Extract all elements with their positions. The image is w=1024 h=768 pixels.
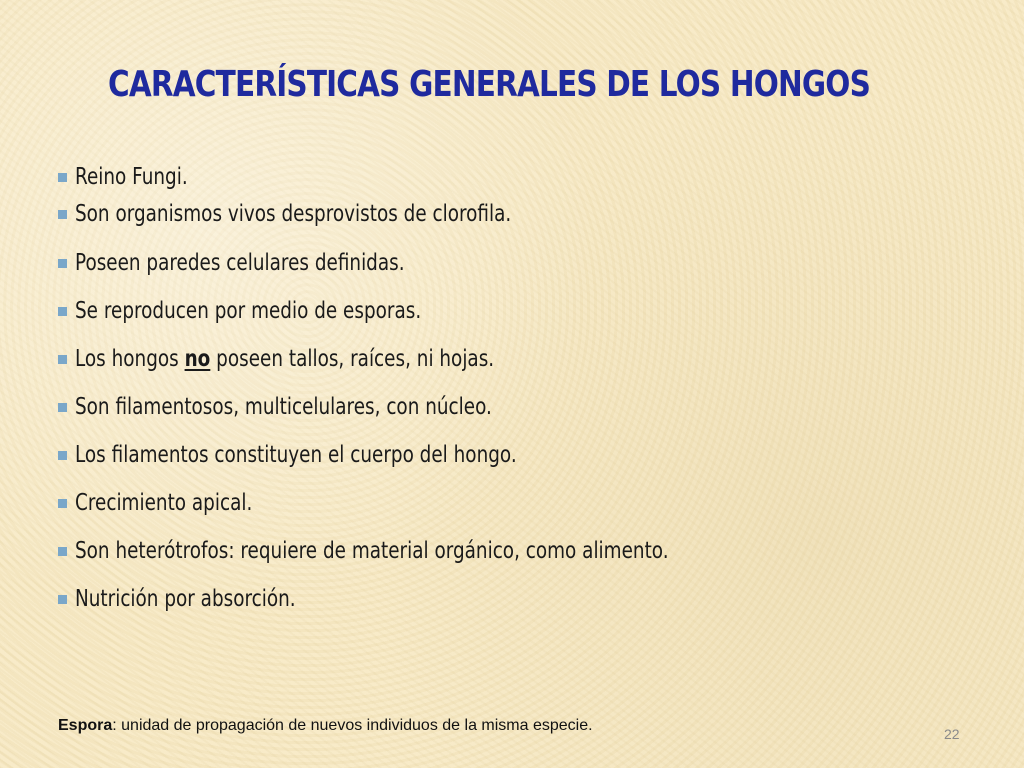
bullet-item: [58, 442, 627, 468]
slide-title: CARACTERÍSTICAS GENERALES DE LOS HONGOS: [108, 64, 871, 105]
bullet-item: [58, 164, 216, 190]
square-bullet-icon: [58, 403, 67, 412]
square-bullet-icon: [58, 173, 67, 182]
bullet-text: Son filamentosos, multicelulares, con núcleo.: [75, 394, 492, 420]
bullet-item: [58, 250, 487, 276]
bullet-item: [58, 490, 297, 516]
footnote: [58, 717, 593, 735]
square-bullet-icon: [58, 259, 67, 268]
bullet-text: Nutrición por absorción.: [75, 586, 296, 612]
square-bullet-icon: [58, 595, 67, 604]
footnote-term: Espora: [58, 717, 113, 734]
bullet-item: [58, 538, 817, 564]
bullet-text-after: poseen tallos, raíces, ni hojas.: [210, 346, 495, 372]
square-bullet-icon: [58, 451, 67, 460]
bullet-text: Los filamentos constituyen el cuerpo del hongo.: [75, 442, 517, 468]
square-bullet-icon: [58, 210, 67, 219]
bullet-text: Reino Fungi.: [75, 164, 188, 190]
square-bullet-icon: [58, 547, 67, 556]
bullet-item: [58, 298, 508, 324]
square-bullet-icon: [58, 307, 67, 316]
bullet-text: Son heterótrofos: requiere de material orgánico, como alimento.: [75, 538, 669, 564]
bullet-text: Crecimiento apical.: [75, 490, 253, 516]
square-bullet-icon: [58, 355, 67, 364]
bullet-item: [58, 201, 620, 227]
bullet-text: Poseen paredes celulares definidas.: [75, 250, 405, 276]
bullet-text-before: Los hongos: [75, 346, 185, 372]
bullet-text-emphasis: [75, 346, 494, 372]
bullet-item: [58, 346, 599, 372]
emphasis-no: no: [184, 346, 211, 372]
bullet-text: Son organismos vivos desprovistos de clorofila.: [75, 201, 512, 227]
bullet-item: [58, 394, 596, 420]
square-bullet-icon: [58, 499, 67, 508]
bullet-text: Se reproducen por medio de esporas.: [75, 298, 422, 324]
footnote-definition: : unidad de propagación de nuevos individuos de la misma especie.: [112, 717, 593, 734]
bullet-item: [58, 586, 351, 612]
page-number: 22: [944, 726, 960, 742]
